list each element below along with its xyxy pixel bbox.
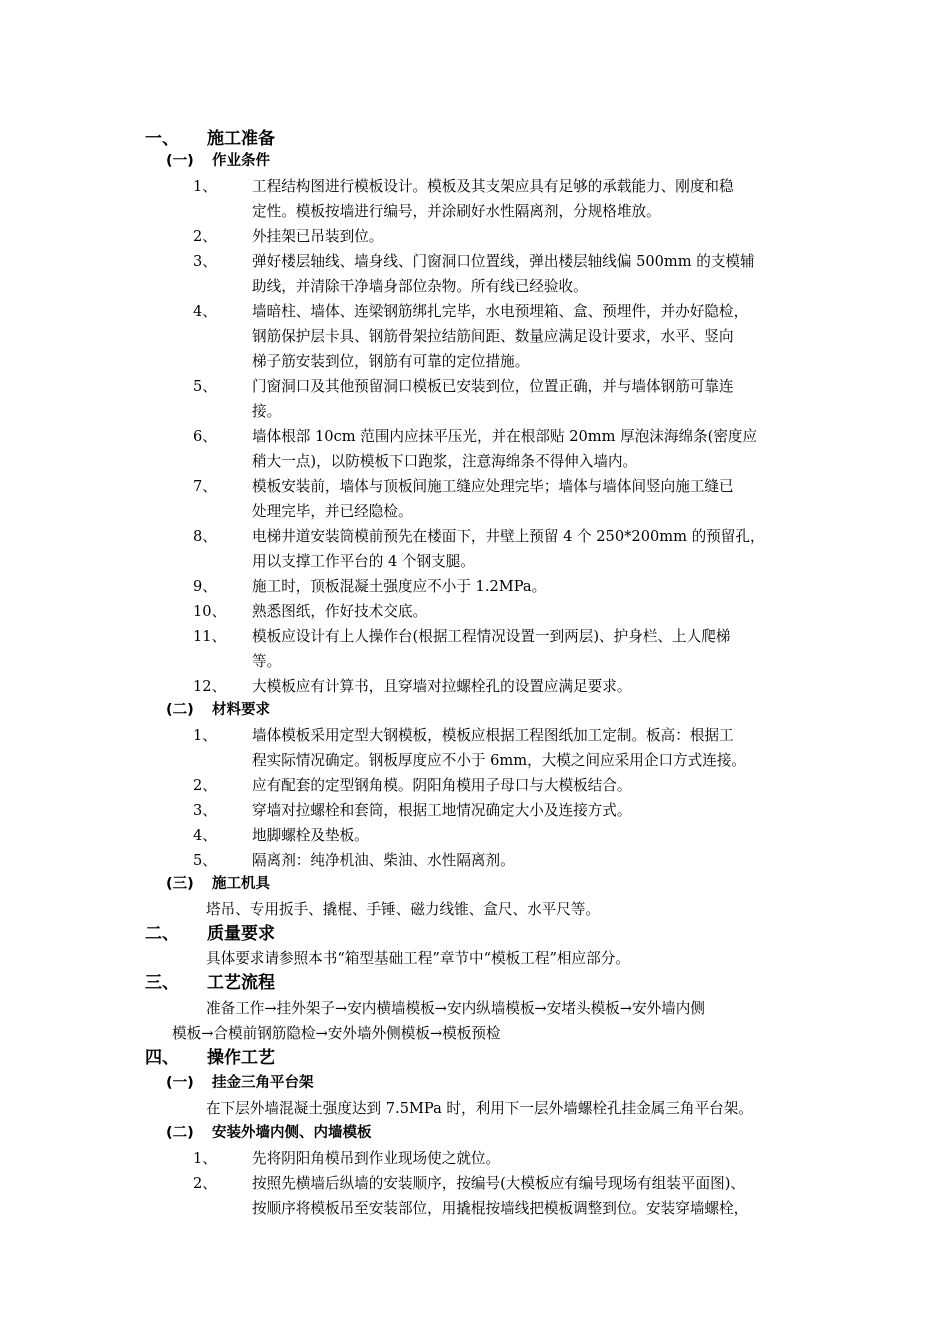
item-text: [252, 224, 812, 249]
item-number: 12、: [193, 678, 227, 695]
paragraph: [206, 996, 705, 1021]
item-text: [252, 674, 812, 699]
text-line: 外挂架已吊装到位。: [252, 228, 384, 245]
text-line: 模板→合模前钢筋隐检→安外墙外侧模板→模板预检: [172, 1025, 501, 1042]
text-line: 等。: [252, 653, 282, 670]
text-line: 处理完毕，并已经隐检。: [252, 503, 413, 520]
text-line: 在下层外墙混凝土强度达到 7.5MPa 时，利用下一层外墙螺栓孔挂金属三角平台架。: [206, 1100, 753, 1117]
item-number: 11、: [193, 628, 227, 645]
subsection-number: (一): [166, 153, 194, 169]
item-text: [252, 624, 812, 674]
text-line: 按顺序将模板吊至安装部位，用撬棍按墙线把模板调整到位。安装穿墙螺栓，: [252, 1200, 749, 1217]
text-line: 按照先横墙后纵墙的安装顺序，按编号(大模板应有编号现场有组装平面图)、: [252, 1175, 745, 1192]
text-line: 定性。模板按墙进行编号，并涂刷好水性隔离剂，分规格堆放。: [252, 203, 661, 220]
text-line: 模板安装前，墙体与顶板间施工缝应处理完毕；墙体与墙体间竖向施工缝已: [252, 478, 734, 495]
item-number: 7、: [193, 478, 217, 495]
text-line: 电梯井道安装筒模前预先在楼面下，井壁上预留 4 个 250*200mm 的预留孔，: [252, 528, 765, 545]
text-line: 穿墙对拉螺栓和套筒，根据工地情况确定大小及连接方式。: [252, 802, 632, 819]
item-number: 9、: [193, 578, 217, 595]
item-number: 4、: [193, 303, 217, 320]
subsection-title: 作业条件: [212, 153, 270, 169]
subsection-title: 安装外墙内侧、内墙模板: [212, 1125, 372, 1141]
item-number: 5、: [193, 852, 217, 869]
text-line: 应有配套的定型钢角模。阴阳角模用子母口与大模板结合。: [252, 777, 632, 794]
text-line: 先将阴阳角模吊到作业现场使之就位。: [252, 1150, 501, 1167]
subsection-number: (一): [166, 1075, 194, 1091]
item-text: [252, 773, 812, 798]
section-number: 二、: [145, 924, 179, 944]
text-line: 模板应设计有上人操作台(根据工程情况设置一到两层)、护身栏、上人爬梯: [252, 628, 731, 645]
item-text: [252, 1146, 812, 1171]
item-number: 1、: [193, 178, 217, 195]
subsection-number: (二): [166, 702, 194, 718]
item-number: 6、: [193, 428, 217, 445]
item-text: [252, 798, 812, 823]
text-line: 大模板应有计算书，且穿墙对拉螺栓孔的设置应满足要求。: [252, 678, 632, 695]
item-number: 10、: [193, 603, 227, 620]
text-line: 隔离剂：纯净机油、柴油、水性隔离剂。: [252, 852, 515, 869]
text-line: 墙暗柱、墙体、连梁钢筋绑扎完毕，水电预埋箱、盒、预埋件，并办好隐检，: [252, 303, 749, 320]
item-text: [252, 599, 812, 624]
item-number: 5、: [193, 378, 217, 395]
item-number: 2、: [193, 1175, 217, 1192]
item-text: [252, 424, 812, 474]
text-line: 准备工作→挂外架子→安内横墙模板→安内纵墙模板→安堵头模板→安外墙内侧: [206, 1000, 705, 1017]
item-number: 2、: [193, 777, 217, 794]
section-number: 四、: [145, 1048, 179, 1068]
text-line: 地脚螺栓及垫板。: [252, 827, 369, 844]
item-text: [252, 723, 812, 773]
item-text: [252, 1171, 842, 1221]
text-line: 具体要求请参照本书“箱型基础工程”章节中“模板工程”相应部分。: [206, 950, 630, 967]
section-number: 三、: [145, 973, 179, 993]
subsection-heading: [166, 152, 270, 170]
text-line: 助线，并清除干净墙身部位杂物。所有线已经验收。: [252, 278, 588, 295]
item-number: 1、: [193, 727, 217, 744]
text-line: 用以支撑工作平台的 4 个钢支腿。: [252, 553, 475, 570]
subsection-number: (二): [166, 1125, 194, 1141]
item-number: 3、: [193, 802, 217, 819]
item-number: 3、: [193, 253, 217, 270]
text-line: 钢筋保护层卡具、钢筋骨架拉结筋间距、数量应满足设计要求，水平、竖向: [252, 328, 734, 345]
item-number: 8、: [193, 528, 217, 545]
text-line: 门窗洞口及其他预留洞口模板已安装到位，位置正确，并与墙体钢筋可靠连: [252, 378, 734, 395]
item-text: [252, 524, 812, 574]
paragraph: [206, 897, 600, 922]
item-number: 4、: [193, 827, 217, 844]
item-text: [252, 823, 812, 848]
item-number: 1、: [193, 1150, 217, 1167]
item-text: [252, 574, 812, 599]
subsection-title: 材料要求: [212, 702, 270, 718]
item-text: [252, 249, 812, 299]
subsection-title: 挂金三角平台架: [212, 1075, 314, 1091]
item-text: [252, 374, 812, 424]
text-line: 塔吊、专用扳手、撬棍、手锤、磁力线锥、盒尺、水平尺等。: [206, 901, 601, 918]
section-title: 施工准备: [207, 129, 275, 149]
subsection-heading: [166, 1124, 372, 1142]
text-line: 熟悉图纸，作好技术交底。: [252, 603, 428, 620]
item-text: [252, 474, 812, 524]
text-line: 工程结构图进行模板设计。模板及其支架应具有足够的承载能力、刚度和稳: [252, 178, 734, 195]
paragraph: [206, 1096, 753, 1121]
text-line: 施工时，顶板混凝土强度应不小于 1.2MPa。: [252, 578, 547, 595]
text-line: 接。: [252, 403, 282, 420]
section-title: 工艺流程: [207, 973, 275, 993]
item-text: [252, 299, 812, 374]
paragraph: [206, 946, 630, 971]
subsection-title: 施工机具: [212, 876, 270, 892]
subsection-heading: [166, 701, 270, 719]
subsection-heading: [166, 875, 270, 893]
section-number: 一、: [145, 129, 179, 149]
text-line: 程实际情况确定。钢板厚度应不小于 6mm，大模之间应采用企口方式连接。: [252, 752, 747, 769]
item-number: 2、: [193, 228, 217, 245]
subsection-heading: [166, 1074, 314, 1092]
item-text: [252, 848, 812, 873]
item-text: [252, 174, 812, 224]
paragraph: [172, 1021, 501, 1046]
subsection-number: (三): [166, 876, 194, 892]
text-line: 墙体模板采用定型大钢模板，模板应根据工程图纸加工定制。板高：根据工: [252, 727, 734, 744]
section-title: 操作工艺: [207, 1048, 275, 1068]
text-line: 墙体根部 10cm 范围内应抹平压光，并在根部贴 20mm 厚泡沫海绵条(密度应: [252, 428, 758, 445]
text-line: 弹好楼层轴线、墙身线、门窗洞口位置线，弹出楼层轴线偏 500mm 的支模辅: [252, 253, 755, 270]
section-title: 质量要求: [207, 924, 275, 944]
text-line: 梯子筋安装到位，钢筋有可靠的定位措施。: [252, 353, 530, 370]
text-line: 稍大一点)，以防模板下口跑浆，注意海绵条不得伸入墙内。: [252, 453, 638, 470]
